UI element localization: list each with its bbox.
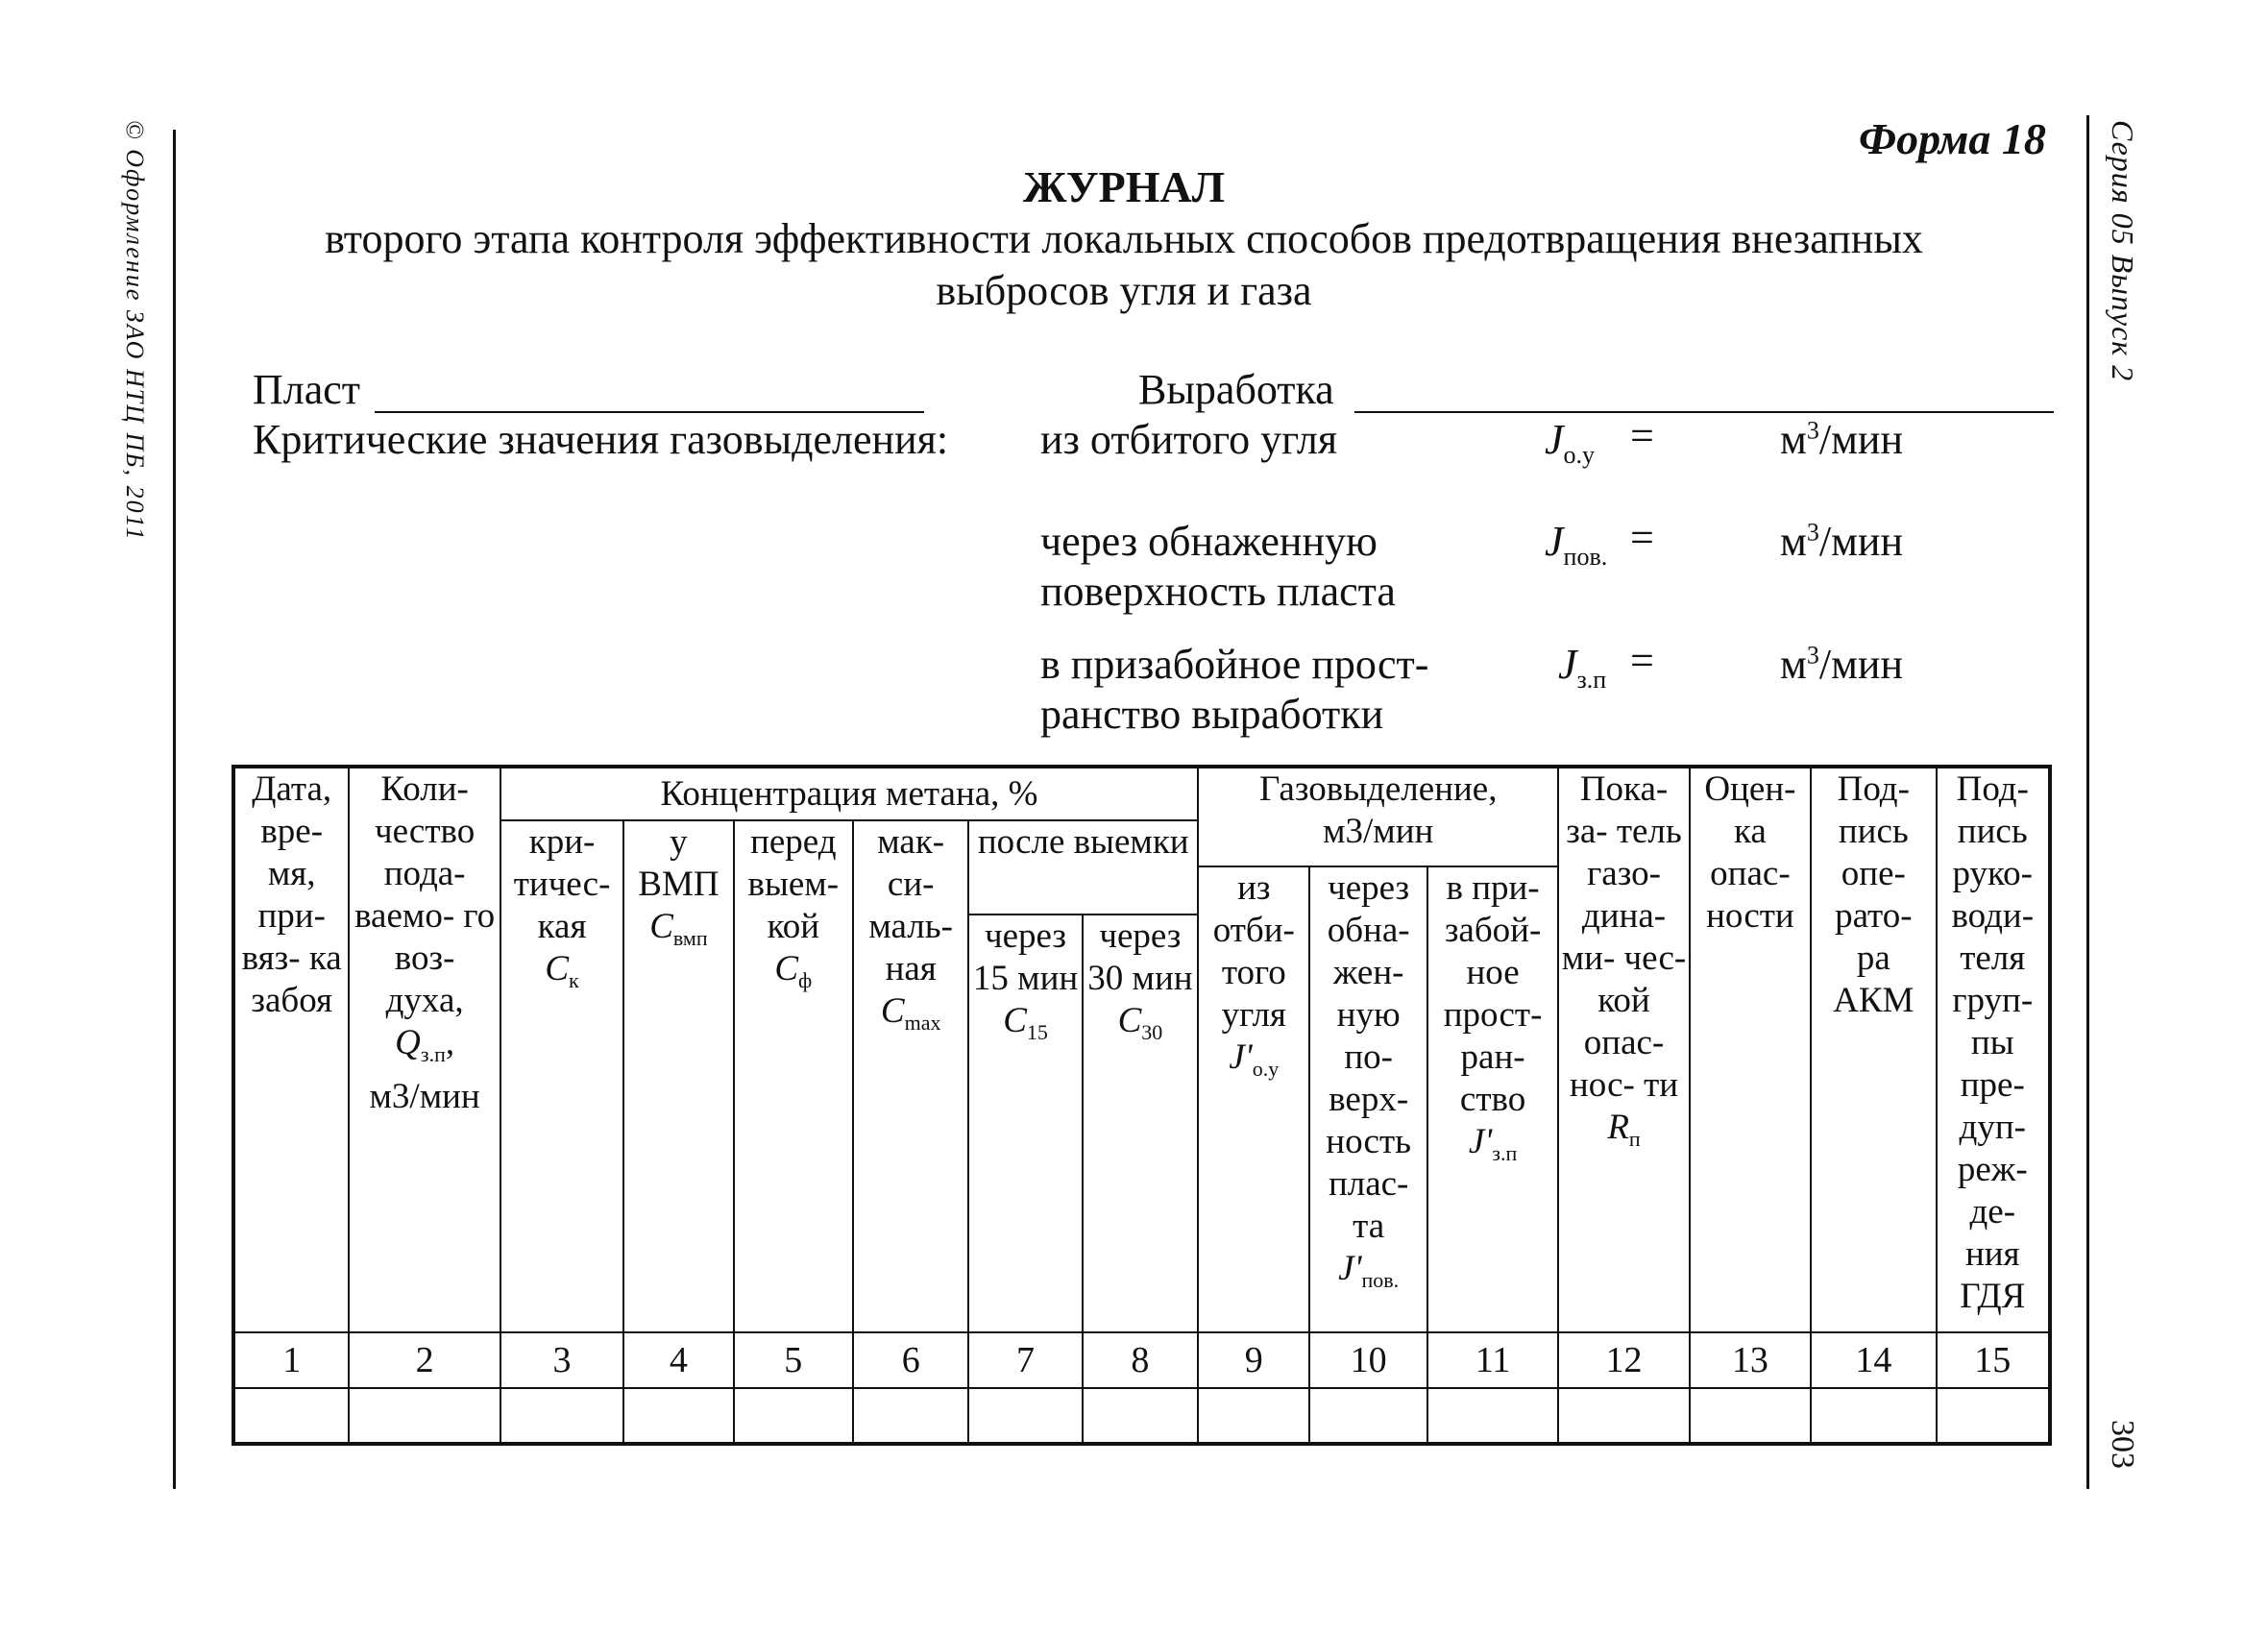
header-critical-conc: кри- тичес- кая $C_к$ (500, 820, 623, 1332)
col-number: 8 (1083, 1332, 1198, 1388)
critical-row-2-eq: = (1630, 514, 1654, 561)
col-number: 7 (968, 1332, 1082, 1388)
empty-cell[interactable] (1690, 1388, 1811, 1444)
page-number: 303 (2105, 1420, 2140, 1469)
document-subtitle (216, 213, 2032, 317)
col-number: 5 (734, 1332, 853, 1388)
header-date: Дата, вре- мя, при- вяз- ка забоя (233, 767, 349, 1332)
empty-cell[interactable] (500, 1388, 623, 1444)
critical-row-3-symbol: $J_{з.п}$ (1558, 641, 1607, 694)
empty-cell[interactable] (233, 1388, 349, 1444)
header-max-conc: мак- си- маль- ная $C_{max}$ (853, 820, 968, 1332)
header-through-exposed-surface: через обна- жен- ную по- верх- ность плас- та $J'_{пов.}$ (1309, 866, 1427, 1332)
empty-cell[interactable] (1083, 1388, 1198, 1444)
critical-row-3-line1: в призабойное прост- (1040, 641, 1429, 688)
col-number: 3 (500, 1332, 623, 1388)
plast-label: Пласт (253, 366, 361, 413)
critical-row-1-eq: = (1630, 412, 1654, 459)
critical-row-3-text (1040, 640, 1428, 740)
form-label: Форма 18 (1859, 114, 2046, 163)
col-number: 10 (1309, 1332, 1427, 1388)
header-gdo-indicator: Пока- за- тель газо- дина- ми- чес- кой опас- нос- ти $R_п$ (1558, 767, 1689, 1332)
critical-row-2-line1: через обнаженную (1040, 518, 1378, 565)
header-from-broken-coal: из отби- того угля $J'_{о.у}$ (1198, 866, 1309, 1332)
col-number: 4 (623, 1332, 733, 1388)
header-gas-emission: Газовыделение, м3/мин (1198, 767, 1558, 866)
series-label: Серия 05 Выпуск 2 (2106, 120, 2140, 382)
column-number-row (233, 1332, 2050, 1388)
col-number: 2 (349, 1332, 500, 1388)
left-margin-line (173, 130, 176, 1489)
col-number: 9 (1198, 1332, 1309, 1388)
empty-cell[interactable] (1937, 1388, 2050, 1444)
critical-row-3-line2: ранство выработки (1040, 691, 1384, 738)
critical-row-3-unit: $м^3$/мин (1780, 641, 1904, 688)
header-before-excavation: перед выем- кой $C_ф$ (734, 820, 853, 1332)
header-after-excavation: после выемки (968, 820, 1198, 915)
header-into-face-space: в при- забой- ное прост- ран- ство $J'_{з.п}$ (1427, 866, 1558, 1332)
critical-row-2-line2: поверхность пласта (1040, 568, 1396, 615)
empty-cell[interactable] (623, 1388, 733, 1444)
header-after-30-min: через 30 мин $C_{30}$ (1083, 915, 1198, 1332)
critical-row-3-eq: = (1630, 637, 1654, 684)
critical-intro: Критические значения газовыделения: (253, 416, 949, 463)
col-number: 14 (1811, 1332, 1936, 1388)
col-number: 6 (853, 1332, 968, 1388)
critical-row-2-unit: $м^3$/мин (1780, 518, 1904, 565)
header-operator-signature: Под- пись опе- рато- ра АКМ (1811, 767, 1936, 1332)
header-after-15-min: через 15 мин $C_{15}$ (968, 915, 1082, 1332)
col-number: 12 (1558, 1332, 1689, 1388)
empty-cell[interactable] (1558, 1388, 1689, 1444)
empty-cell[interactable] (734, 1388, 853, 1444)
header-group-head-signature: Под- пись руко- води- теля груп- пы пре- дуп- реж- де- ния ГДЯ (1937, 767, 2050, 1332)
empty-cell[interactable] (1811, 1388, 1936, 1444)
critical-row-1-line1: из отбитого угля (1040, 416, 1338, 463)
empty-cell[interactable] (349, 1388, 500, 1444)
critical-row-2-symbol: $J_{пов.}$ (1545, 518, 1608, 571)
header-air-quantity: Коли- чество пода- ваемо- го воз- духа, $Q_{з.п}$, м3/мин (349, 767, 500, 1332)
empty-cell[interactable] (853, 1388, 968, 1444)
header-methane-concentration: Концентрация метана, % (500, 767, 1198, 820)
critical-row-1-unit: $м^3$/мин (1780, 416, 1904, 463)
critical-row-1-text (1040, 415, 1337, 465)
empty-cell[interactable] (1198, 1388, 1309, 1444)
subtitle-line-1: второго этапа контроля эффективности локальных способов предотвращения внезапных (325, 215, 1923, 262)
critical-row-1-symbol: $J_{о.у}$ (1545, 416, 1596, 469)
header-danger-assessment: Оцен- ка опас- ности (1690, 767, 1811, 1332)
critical-row-2-text (1040, 517, 1396, 617)
document-title: ЖУРНАЛ (1023, 162, 1225, 211)
vyrabotka-label: Выработка (1138, 366, 1334, 413)
col-number: 1 (233, 1332, 349, 1388)
col-number: 13 (1690, 1332, 1811, 1388)
empty-cell[interactable] (968, 1388, 1082, 1444)
journal-table (232, 765, 2052, 1446)
header-vmp-conc: у ВМП $C_{вмп}$ (623, 820, 733, 1332)
col-number: 11 (1427, 1332, 1558, 1388)
subtitle-line-2: выбросов угля и газа (936, 267, 1312, 314)
vyrabotka-blank-line (1354, 411, 2054, 413)
plast-blank-line (375, 411, 924, 413)
empty-cell[interactable] (1309, 1388, 1427, 1444)
right-margin-line (2086, 115, 2089, 1489)
copyright-note: © Оформление ЗАО НТЦ ПБ, 2011 (121, 120, 149, 542)
empty-cell[interactable] (1427, 1388, 1558, 1444)
empty-data-row (233, 1388, 2050, 1444)
header-row-1 (233, 767, 2050, 820)
col-number: 15 (1937, 1332, 2050, 1388)
